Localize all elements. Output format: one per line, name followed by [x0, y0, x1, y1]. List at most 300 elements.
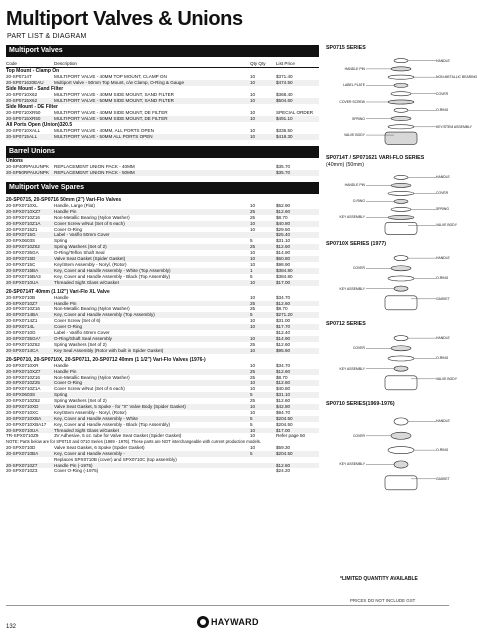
part-code: 20-SPX0710UA — [6, 427, 39, 433]
part-description: Key, Cover and Handle Assembly - Black (Top Assembly) — [54, 273, 171, 279]
part-description: Key, Cover and Handle Assembly - — [54, 450, 125, 456]
part-qty: 5 — [250, 415, 253, 421]
diagram-part-label: HANDLE — [436, 58, 450, 63]
subsection-label: Side Mount - Sand Filter — [6, 85, 64, 92]
part-qty: 25 — [250, 341, 256, 347]
part-description: Handle — [54, 294, 69, 300]
valve-part-shape — [385, 132, 417, 144]
valve-part-shape — [388, 356, 414, 361]
part-description: Key, Cover and Handle Assembly (Top Assembly) — [54, 312, 155, 318]
valve-part-shape — [385, 476, 417, 490]
valve-part-shape — [388, 276, 414, 281]
part-price: $98.90 — [276, 261, 291, 267]
part-qty: 10 — [250, 347, 256, 353]
valve-part-shape — [394, 199, 408, 203]
part-price: $40.80 — [276, 220, 291, 226]
table-row — [6, 134, 319, 140]
part-description: Valve Seat Gasket, 6 Spoke (Spider Gasket) — [54, 444, 145, 450]
diagram-part-label: O-RING — [352, 199, 365, 204]
part-code: 20-SPX0710Z62 — [6, 244, 40, 250]
part-qty: 1 — [250, 267, 253, 273]
part-price: SPECIAL ORDER — [276, 110, 314, 116]
diagram-part-label: COVER SCREW — [339, 99, 365, 104]
part-price: $17.70 — [276, 324, 291, 330]
parts-list — [6, 45, 319, 474]
subsection-label: 20-SP0715, 20-SP0716 50mm (2") Vari-Flo Valves — [6, 196, 122, 203]
part-code: 20-SPX0710UA — [6, 279, 39, 285]
valve-part-shape — [394, 418, 408, 425]
part-price: $204.50 — [276, 421, 293, 427]
part-qty: 25 — [250, 398, 256, 404]
valve-part-shape — [385, 376, 417, 390]
hayward-logo — [197, 616, 259, 628]
valve-diagram — [326, 401, 449, 496]
diagram-part-label: GASKET — [436, 296, 450, 301]
valve-part-shape — [388, 75, 414, 79]
diagram-part-label: VALVE BODY — [436, 223, 457, 228]
valve-exploded-drawing — [366, 54, 436, 145]
valve-exploded-drawing — [366, 250, 436, 311]
part-code: 20-SPX0710BA — [6, 450, 39, 456]
part-price: $384.80 — [276, 273, 293, 279]
part-description: Handle Pin — [54, 208, 77, 214]
part-description: Key, Cover and Handle Assembly - Black (Top Assembly) — [54, 421, 171, 427]
part-code: 20-SPX0710Z7 — [6, 300, 38, 306]
part-description: Handle, Large (Flat) — [54, 203, 95, 209]
part-price: $14.90 — [276, 335, 291, 341]
part-code: 20-SPX0714BA — [6, 312, 39, 318]
section-heading-spares: Multiport Valve Spares — [6, 182, 319, 194]
diagram-sizes: (40mm) (50mm) — [326, 162, 364, 168]
part-code: 20-SPX0710XD — [6, 404, 39, 410]
part-qty: 10 — [250, 74, 256, 80]
valve-part-shape — [388, 447, 414, 454]
column-header-qty: Qty Qty — [250, 61, 266, 66]
diagram-part-label: COVER — [436, 191, 449, 196]
diagram-part-label: O-RING — [436, 276, 449, 281]
part-qty: 25 — [250, 374, 256, 380]
part-price: $12.60 — [276, 380, 291, 386]
valve-diagram — [326, 241, 449, 311]
part-code: 20-SPX0710Z62 — [6, 398, 40, 404]
part-code: 20-SP50RPAUUNPK — [6, 169, 50, 175]
valve-part-shape — [394, 336, 408, 341]
part-price: $12.60 — [276, 368, 291, 374]
part-description: Key/Stem Assembly - Noryl, (Rotor) — [54, 409, 127, 415]
part-description: Key/Stem Assembly - Noryl, (Rotor) — [54, 261, 127, 267]
valve-part-shape — [391, 207, 411, 211]
part-code: 20-SPX0710G — [6, 330, 36, 336]
part-qty: 10 — [250, 427, 256, 433]
part-description: Cover O-Ring — [54, 324, 83, 330]
part-price: $12.60 — [276, 462, 291, 468]
diagram-title: SP0712 SERIES — [326, 321, 366, 327]
part-code: 20-SPX0714CA — [6, 347, 39, 353]
part-description: Spring Washers (Set of 2) — [54, 341, 107, 347]
part-description: MULTIPORT VALVE - 40MM SIDE MOUNT, DE FILTER — [54, 110, 168, 116]
valve-part-shape — [394, 108, 408, 112]
valve-part-shape — [385, 222, 417, 234]
part-qty: 10 — [250, 409, 256, 415]
part-description: Threaded Sight Glass w/Gasket — [54, 279, 119, 285]
diagram-part-label: NON-METALLIC BEARING — [436, 75, 477, 80]
part-code: 20-SPX0715G — [6, 232, 36, 238]
part-qty: 10 — [250, 444, 256, 450]
diagram-part-label: COVER — [352, 433, 365, 438]
valve-part-shape — [391, 183, 411, 187]
diagram-part-label: KEY ASSEMBLY — [339, 462, 365, 467]
part-qty: 5 — [250, 312, 253, 318]
part-description: Handle Pin — [54, 300, 77, 306]
valve-diagram — [326, 45, 477, 145]
part-description: Cover O-Ring — [54, 380, 83, 386]
part-code: 20-SPX0710D — [6, 444, 36, 450]
part-price: $31.00 — [276, 318, 291, 324]
table-row — [6, 280, 319, 286]
valve-part-shape — [394, 256, 408, 261]
part-description: Cover Screw (Set of 6) — [54, 318, 101, 324]
diagram-part-label: O-RING — [436, 356, 449, 361]
part-description: REPLACEMENT UNION PACK - 50MM — [54, 169, 135, 175]
part-qty: 10 — [250, 404, 256, 410]
part-description: MULTIPORT VALVE - 50MM ALL PORTS OPEN — [54, 133, 153, 139]
section-heading-barrel: Barrel Unions — [6, 146, 319, 158]
part-price: $42.80 — [276, 404, 291, 410]
part-price: $14.90 — [276, 250, 291, 256]
part-qty: 25 — [250, 214, 256, 220]
part-description: O-Ring/Teflon Shaft Seal — [54, 250, 105, 256]
part-qty: 5 — [250, 421, 253, 427]
part-description: Key Seal Assembly (Rotor with built in Spider Gasket) — [54, 347, 164, 353]
part-description: Spring — [54, 238, 68, 244]
part-description: Cover O-Ring (-1975) — [54, 468, 99, 474]
valve-part-shape — [391, 67, 411, 71]
part-code: 20-SPX0715Z1 — [6, 226, 38, 232]
part-code: 20-SP0714T — [6, 74, 32, 80]
valve-part-shape — [394, 366, 408, 371]
part-description: Threaded Sight Glass w/Gasket — [54, 427, 119, 433]
part-price: $368.40 — [276, 92, 293, 98]
part-code: 20-SPX0710XR — [6, 362, 39, 368]
subsection-label: 20-SP0714T 40mm (1 1/2") Vari-Flo XL Valve — [6, 288, 110, 295]
part-description: MULTIPORT VALVE - 40MM SIDE MOUNT, SAND FILTER — [54, 92, 174, 98]
subsection-label: All Ports Open (Union)320.5 — [6, 121, 73, 128]
diagram-part-label: HANDLE — [436, 175, 450, 180]
part-price: Refer page 50 — [276, 433, 306, 439]
part-code: 20-SPX0710Z16 — [6, 214, 40, 220]
part-description: Non-Metallic Bearing (Nylon Washer) — [54, 374, 130, 380]
diagram-part-label: COVER — [352, 266, 365, 271]
valve-part-shape — [388, 100, 414, 104]
part-qty: 5 — [250, 273, 253, 279]
part-description: Valve Seat Gasket (Spider Gasket) — [54, 256, 126, 262]
part-description: Cover Screw w/Nut (Set of 6 each) — [54, 386, 125, 392]
part-code: 20-SPX0603S — [6, 392, 36, 398]
diagram-part-label: VALVE BODY — [344, 133, 365, 138]
diagram-part-label: HANDLE — [436, 336, 450, 341]
part-description: Valve Seat Gasket, 5 Spoke - for "X" Valve Body (Spider Gasket) — [54, 404, 186, 410]
part-description: MULTIPORT VALVE - 40MM, ALL PORTS OPEN — [54, 128, 154, 134]
part-qty: 5 — [250, 238, 253, 244]
diagram-part-label: O-RING — [436, 108, 449, 113]
part-price: $34.70 — [276, 294, 291, 300]
part-price: $371.40 — [276, 74, 293, 80]
part-price: $418.30 — [276, 133, 293, 139]
part-qty: 10 — [250, 250, 256, 256]
valve-part-shape — [388, 125, 414, 129]
part-code: 20-SPX0710XBA17 — [6, 421, 47, 427]
part-qty: 10 — [250, 128, 256, 134]
part-qty — [250, 468, 276, 474]
part-code: 20-SPX0603S — [6, 238, 36, 244]
part-price: $60.80 — [276, 256, 291, 262]
part-price: $336.50 — [276, 128, 293, 134]
part-qty: 10 — [250, 294, 256, 300]
part-code: 20-SPX0710Z62 — [6, 341, 40, 347]
diagram-part-label: KEY ASSEMBLY — [339, 286, 365, 291]
diagram-part-label: KEY/STEM ASSEMBLY — [436, 124, 472, 129]
part-description: 3V Adhesive, 5 oz. tube for Valve Seat Gasket (Spider Gasket) — [54, 433, 182, 439]
part-code: 20-SPX0715BA — [6, 267, 39, 273]
part-price: $35.70 — [276, 164, 291, 170]
part-qty: 10 — [250, 318, 256, 324]
diagram-title: SP0710X SERIES (1977) — [326, 241, 387, 247]
diagram-part-label: VALVE BODY — [436, 376, 457, 381]
diagram-part-label: KEY ASSEMBLY — [339, 366, 365, 371]
part-code: 20-SPX0710XC — [6, 409, 39, 415]
part-code: 20-SPX0715D — [6, 256, 36, 262]
part-price: $34.70 — [276, 362, 291, 368]
diagram-part-label: HANDLE PIN — [344, 183, 365, 188]
part-code: 20-SPX0710Z25 — [6, 380, 40, 386]
hayward-logo-icon — [197, 616, 209, 628]
column-header-description: Description — [54, 61, 77, 66]
diagram-part-label: LABEL PLATE — [343, 83, 365, 88]
diagram-part-label: SPRING — [436, 207, 449, 212]
part-price: $12.60 — [276, 208, 291, 214]
valve-part-shape — [391, 116, 411, 120]
part-qty: 10 — [250, 335, 256, 341]
part-code: 20-SP0710XALL — [6, 128, 41, 134]
part-qty: 10 — [250, 380, 256, 386]
part-price: $12.40 — [276, 330, 291, 336]
diagram-part-label: HANDLE PIN — [344, 66, 365, 71]
prices-note: PRICES DO NOT INCLUDE GST — [350, 598, 416, 603]
valve-part-shape — [394, 59, 408, 63]
part-qty: 10 — [250, 98, 256, 104]
part-code: 20-SP0710XR50 — [6, 110, 41, 116]
part-qty: 10 — [250, 433, 256, 439]
part-qty: 5 — [250, 450, 253, 456]
limited-quantity-note: *LIMITED QUANTITY AVAILABLE — [340, 576, 418, 582]
part-description: Spring — [54, 392, 68, 398]
part-qty: 10 — [250, 220, 256, 226]
part-price: $31.10 — [276, 392, 291, 398]
part-description: Non-Metallic Bearing (Nylon Washer) — [54, 214, 130, 220]
part-price: $12.60 — [276, 398, 291, 404]
part-qty: 10 — [250, 256, 256, 262]
part-code: 20-SPX0715C — [6, 261, 36, 267]
part-price: $8.70 — [276, 374, 288, 380]
part-description: Handle Pin — [54, 368, 77, 374]
valve-exploded-drawing — [366, 330, 436, 391]
part-code: 20-SPX0710XL — [6, 203, 38, 209]
part-code: 20-SPX0710Z16 — [6, 306, 40, 312]
valve-part-shape — [394, 461, 408, 468]
part-code: 20-SPX0714Z1 — [6, 318, 38, 324]
part-qty: 10 — [250, 133, 256, 139]
valve-part-shape — [394, 83, 408, 87]
diagram-part-label: COVER — [436, 91, 449, 96]
diagram-part-label: GASKET — [436, 476, 450, 481]
part-price: $12.60 — [276, 341, 291, 347]
part-description: Spring Washers (Set of 2) — [54, 244, 107, 250]
part-qty: 10 — [250, 80, 256, 86]
part-description: Cover Screw w/Nut (Set of 6 each) — [54, 220, 125, 226]
part-code: 20-SPX0710Z1A — [6, 220, 41, 226]
part-price: $59.30 — [276, 444, 291, 450]
part-qty: 10 — [250, 110, 256, 116]
table-row — [6, 170, 319, 176]
part-description: Non-Metallic Bearing (Nylon Washer) — [54, 306, 130, 312]
part-code: 20-SPX0710Z16 — [6, 374, 40, 380]
part-description: Handle Pin (-1975) — [54, 462, 93, 468]
page-subtitle: PART LIST & DIAGRAM — [7, 33, 87, 40]
part-code: 20-SP0715XR50 — [6, 116, 41, 122]
part-code: 20-SP40RPAUUNPK — [6, 164, 50, 170]
part-price: $25.40 — [276, 232, 291, 238]
brand-name: HAYWARD — [211, 617, 259, 627]
column-header-price: List Price — [276, 61, 295, 66]
part-price: $17.00 — [276, 427, 291, 433]
page-title: Multiport Valves & Unions — [6, 8, 243, 30]
part-price: $204.50 — [276, 415, 293, 421]
part-qty: 25 — [250, 244, 256, 250]
part-qty: 10 — [250, 324, 256, 330]
diagram-title: SP0714T / SP071621 VARI-FLO SERIES — [326, 155, 425, 161]
valve-part-shape — [391, 266, 411, 271]
valve-part-shape — [391, 346, 411, 351]
valve-diagram — [326, 155, 457, 235]
part-code: 20-SPX0710XZ7 — [6, 208, 41, 214]
part-code: 20-SPX0710B — [6, 294, 36, 300]
part-price: $204.50 — [276, 450, 293, 456]
valve-part-shape — [388, 215, 414, 219]
part-code: TR-SPX0710Z9 — [6, 433, 39, 439]
part-qty: 10 — [250, 92, 256, 98]
part-code: 20-SPX0710XZ7 — [6, 368, 41, 374]
table-row — [6, 468, 319, 474]
section-heading-multiport: Multiport Valves — [6, 45, 319, 57]
part-code: 20-SPX0710Z3 — [6, 468, 38, 474]
part-qty: 10 — [250, 279, 256, 285]
part-price: $12.60 — [276, 244, 291, 250]
part-qty: 25 — [250, 300, 256, 306]
part-price: $12.60 — [276, 300, 291, 306]
valve-part-shape — [394, 175, 408, 179]
subsection-label: Side Mount - DE Filter — [6, 103, 58, 110]
subsection-label: 20-SP0710, 20-SP0710X, 20-SP0711, 20-SP0712 40mm (1 1/2") Vari-Flo Valves (1976-) — [6, 356, 206, 363]
part-code: 20-SPX0715BA3 — [6, 273, 41, 279]
valve-part-shape — [385, 296, 417, 310]
page-number: 132 — [6, 624, 17, 630]
part-description: Multiport Valve - 50mm Top Mount, c/w Clamp, O-Ring & Gauge — [54, 80, 185, 86]
subsection-label: Top Mount - Clamp On — [6, 68, 60, 74]
valve-part-shape — [394, 286, 408, 291]
valve-diagram — [326, 321, 457, 391]
part-price: $52.90 — [276, 203, 291, 209]
part-description: MULTIPORT VALVE - 50MM SIDE MOUNT, DE FILTER — [54, 116, 168, 122]
part-price: $17.00 — [276, 279, 291, 285]
part-price: $31.10 — [276, 238, 291, 244]
part-price: $40.80 — [276, 386, 291, 392]
column-header-code: Code — [6, 61, 17, 66]
part-qty: 25 — [250, 368, 256, 374]
diagram-part-label: O-RING — [436, 448, 449, 453]
part-qty: 25 — [250, 208, 256, 214]
part-price: $474.50 — [276, 80, 293, 86]
part-qty: 10 — [250, 386, 256, 392]
diagram-part-label: KEY ASSEMBLY — [339, 215, 365, 220]
diagram-part-label: HANDLE — [436, 419, 450, 424]
diagram-title: SP0710 SERIES(1969-1976) — [326, 401, 395, 407]
part-code: 20-SP0715ALL — [6, 133, 38, 139]
part-code: 20-SP071620EAU — [6, 80, 44, 86]
part-code: 20-SPX0735GA — [6, 250, 39, 256]
part-qty: 10 — [250, 226, 256, 232]
part-code: 20-SP0710X62 — [6, 92, 38, 98]
part-price: $8.70 — [276, 306, 288, 312]
part-qty: 10 — [250, 203, 256, 209]
part-description: Key, Cover and Handle Assembly - White (Top Assembly) — [54, 267, 171, 273]
valve-exploded-drawing — [366, 171, 436, 235]
column-header-row — [6, 60, 319, 68]
part-description: O-Ring/Shaft Seal Assembly — [54, 335, 112, 341]
subsection-label: Unions — [6, 157, 23, 164]
part-description: MULTIPORT VALVE - 50MM SIDE MOUNT, SAND FILTER — [54, 98, 174, 104]
part-qty: 25 — [250, 306, 256, 312]
part-qty: 10 — [250, 362, 256, 368]
part-qty: 10 — [250, 261, 256, 267]
diagram-title: SP0715 SERIES — [326, 45, 366, 51]
part-price: $94.70 — [276, 409, 291, 415]
part-price: $271.20 — [276, 312, 293, 318]
table-row — [6, 348, 319, 354]
part-price: $35.70 — [276, 169, 291, 175]
part-price: $384.80 — [276, 267, 293, 273]
part-code: 20-SPX0710Z7 — [6, 462, 38, 468]
part-price: $491.10 — [276, 116, 293, 122]
part-price: $24.20 — [276, 468, 291, 474]
diagram-part-label: HANDLE — [436, 256, 450, 261]
part-description: Label - Variflo 50mm Cover — [54, 232, 110, 238]
part-price: $504.60 — [276, 98, 293, 104]
part-description: REPLACEMENT UNION PACK - 40MM — [54, 164, 135, 170]
valve-part-shape — [388, 191, 414, 195]
valve-part-shape — [391, 432, 411, 439]
part-code: 20-SPX0710Z1A — [6, 386, 41, 392]
bottom-rule — [6, 605, 449, 606]
part-description: Handle — [54, 362, 69, 368]
valve-exploded-drawing — [366, 410, 436, 496]
spares-note: NOTE: Parts below are for SP0710 and 0710 Series (1969 - 1976). These parts are NOT interchangeable with current production models. — [6, 439, 261, 445]
diagram-part-label: SPRING — [352, 116, 365, 121]
part-description: MULTIPORT VALVE - 40MM TOP MOUNT, CLAMP ON — [54, 74, 167, 80]
part-price: $29.50 — [276, 226, 291, 232]
part-code: 20-SPX0710XBA — [6, 415, 42, 421]
part-code: 20-SPX0714L — [6, 324, 35, 330]
part-price: $95.60 — [276, 347, 291, 353]
